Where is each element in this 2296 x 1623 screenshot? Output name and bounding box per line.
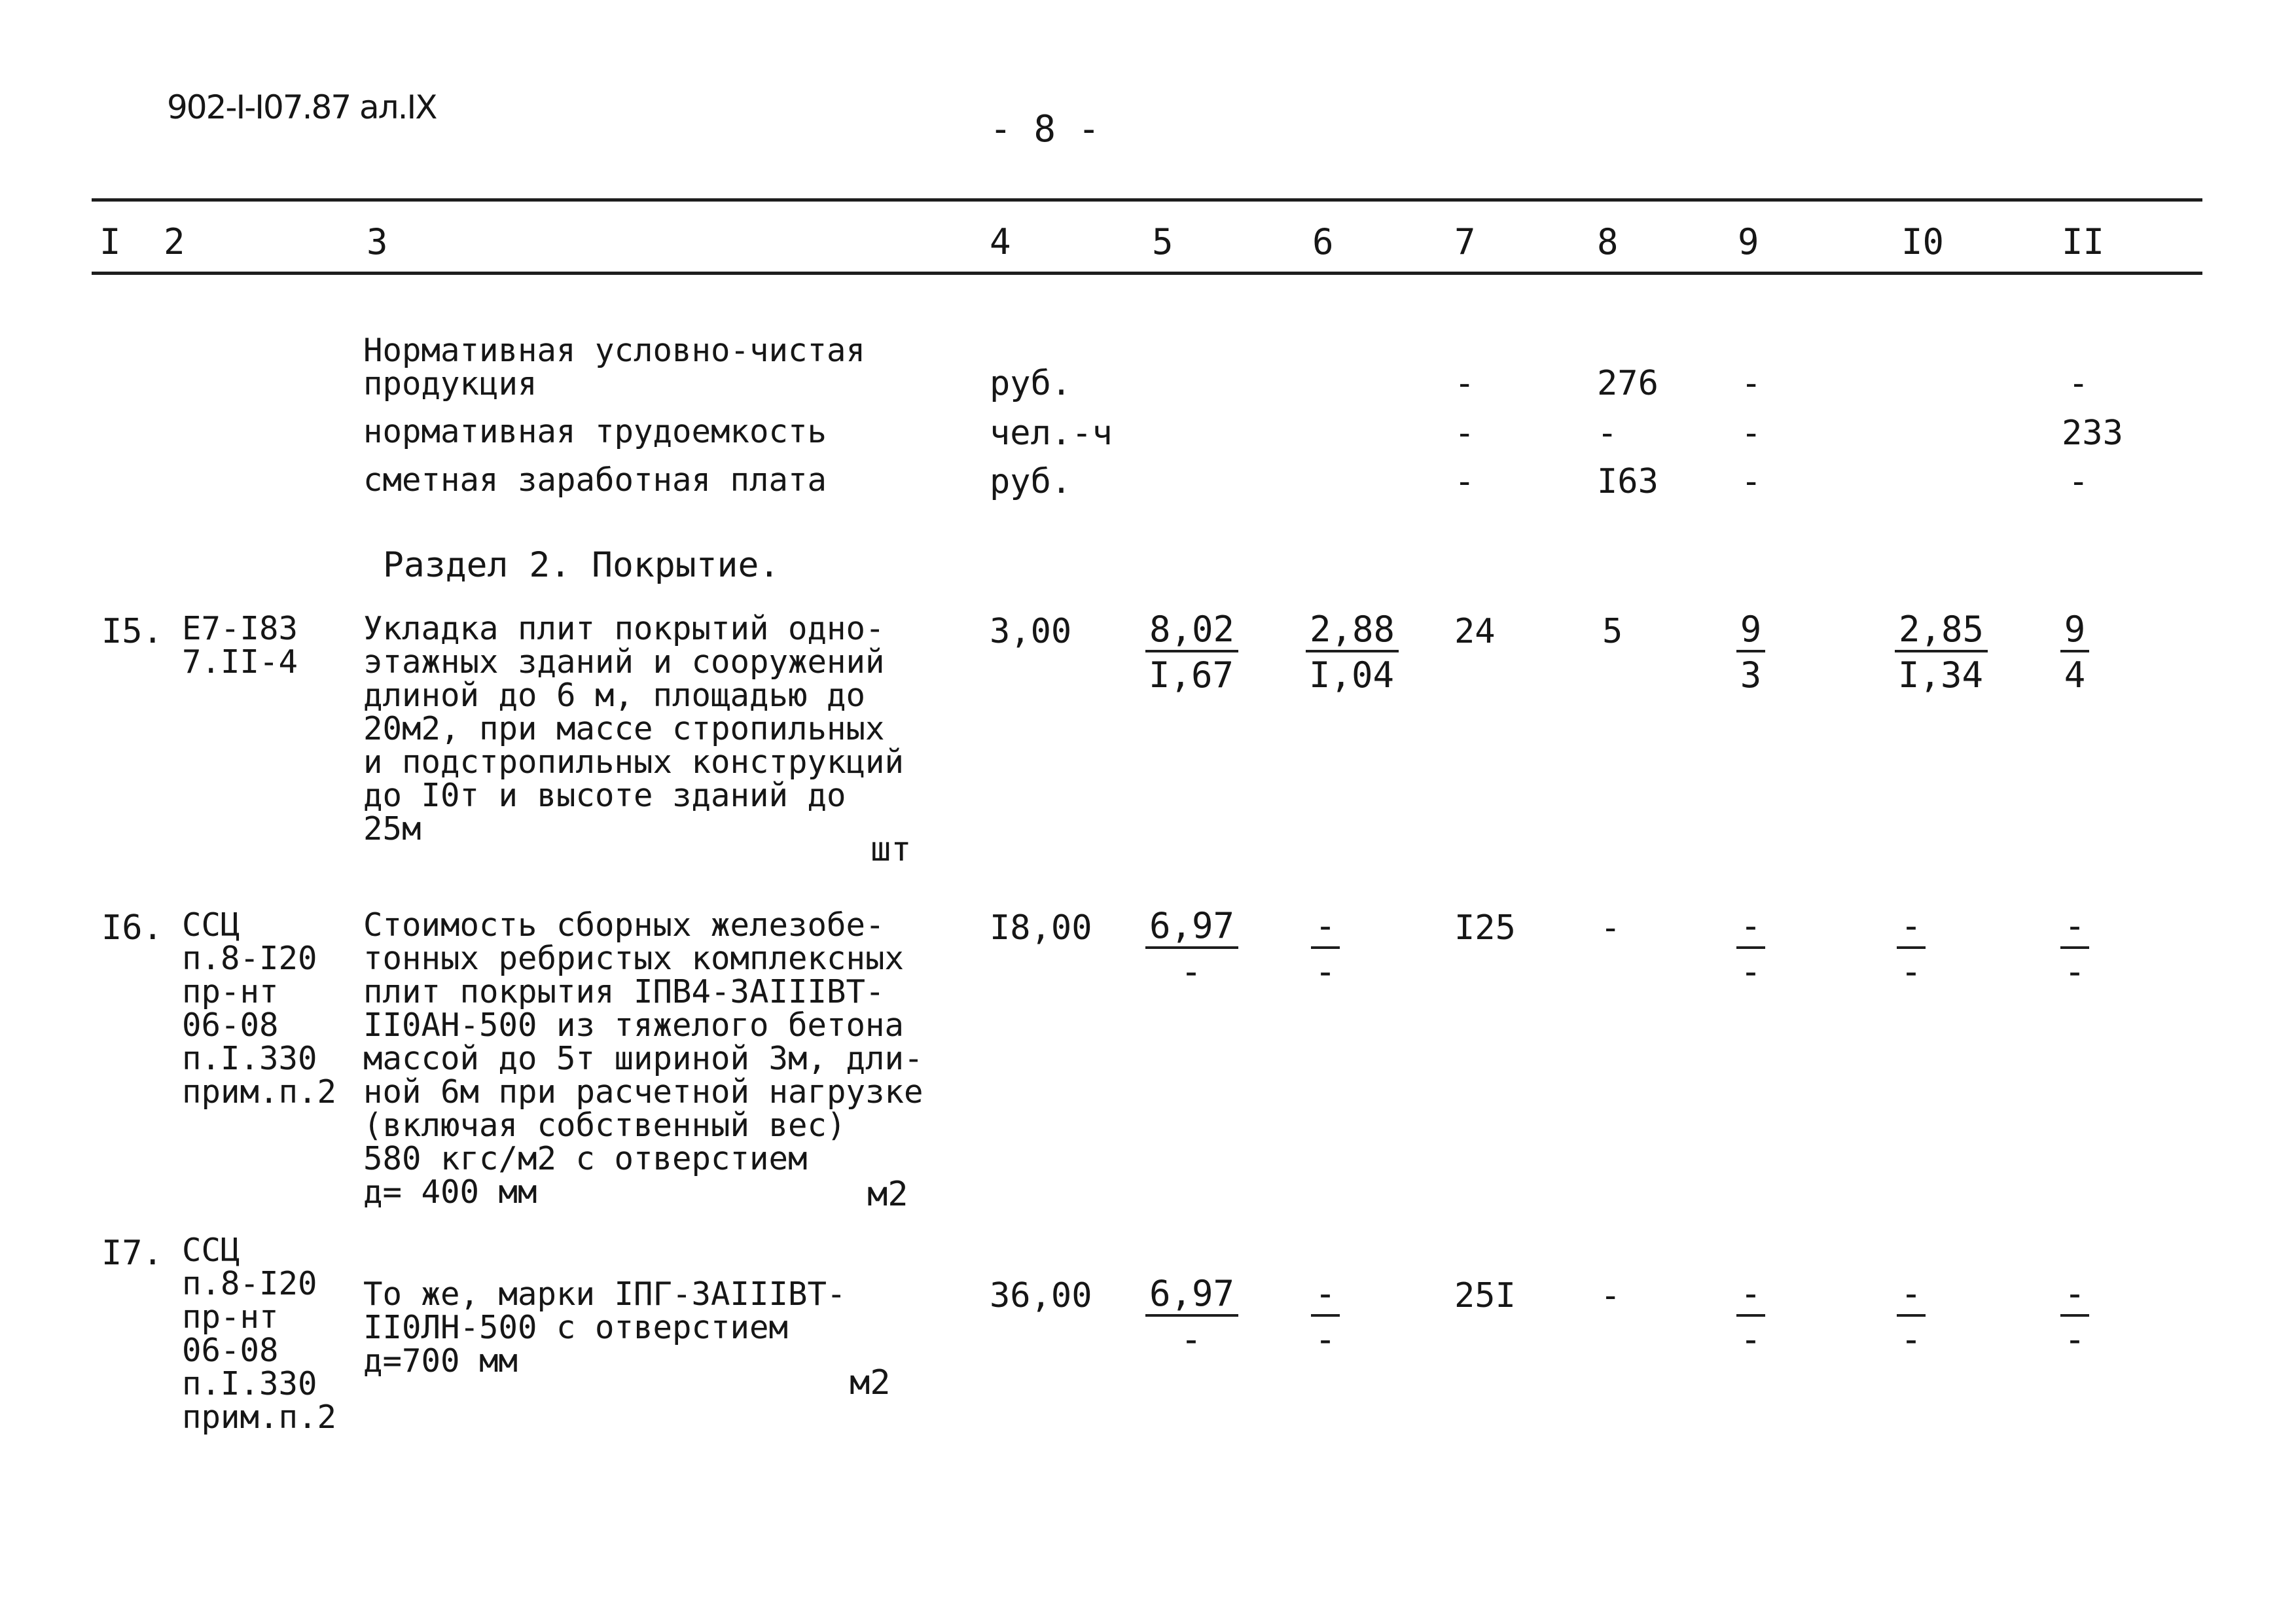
summary-row-col9: -	[1741, 364, 1762, 403]
summary-row-unit: чел.-ч	[990, 414, 1113, 453]
section-title: Раздел 2. Покрытие.	[383, 545, 780, 585]
column-header-7: 7	[1454, 221, 1476, 262]
item-col11: $\frac{9}{4}$	[2029, 609, 2121, 698]
column-header-2: 2	[164, 221, 185, 262]
item-col6: - -	[1280, 1273, 1371, 1363]
summary-row-unit: руб.	[990, 462, 1072, 501]
item-col7: 25I	[1454, 1276, 1516, 1315]
item-number: I5.	[101, 612, 163, 651]
column-header-6: 6	[1312, 221, 1334, 262]
column-header-9: 9	[1738, 221, 1759, 262]
column-header-10: I0	[1901, 221, 1945, 262]
item-col7: 24	[1454, 612, 1496, 651]
page-number: - 8 -	[990, 108, 1100, 151]
column-header-4: 4	[990, 221, 1011, 262]
item-col6: $\frac{2,88}{I,04}$	[1306, 609, 1397, 698]
item-description: Укладка плит покрытий одно- этажных зданий и сооружений длиной до 6 м, площадью до 20м2, при массе стропильных и подстропильных конструкций до I0т и высоте зданий до 25м	[363, 610, 905, 847]
item-col9: - -	[1705, 1273, 1797, 1363]
item-col8: -	[1600, 1276, 1621, 1315]
item-quantity: 36,00	[990, 1276, 1092, 1315]
item-number: I6.	[101, 908, 163, 948]
summary-row-col9: -	[1741, 462, 1762, 501]
item-col5: 6,97 -	[1145, 1273, 1237, 1363]
item-col11: - -	[2029, 1273, 2121, 1363]
summary-row-col8: -	[1597, 414, 1618, 453]
summary-row-col11: -	[2068, 364, 2089, 403]
summary-row-name: Нормативная условно-чистая продукция	[363, 332, 866, 402]
item-quantity: 3,00	[990, 612, 1072, 651]
item-code: ССЦ п.8-I20 пр-нт 06-08 п.I.330 прим.п.2	[182, 906, 337, 1111]
item-col5: $\frac{8,02}{I,67}$	[1145, 609, 1237, 698]
table-header-rule	[92, 272, 2202, 275]
item-col7: I25	[1454, 908, 1516, 948]
item-description: Стоимость сборных железобе- тонных ребристых комплексных плит покрытия IПВ4-3АIIIВТ- II0АН-500 из тяжелого бетона массой до 5т шириной 3м, дли- ной 6м при расчетной нагрузке (включая собственный вес) 580 кгс/м2 с отверстием д= 400 мм	[363, 906, 924, 1211]
summary-row-col7: -	[1454, 462, 1475, 501]
column-header-1: I	[99, 221, 121, 262]
column-header-11: II	[2062, 221, 2105, 262]
summary-row-col11: 233	[2062, 414, 2123, 453]
column-header-5: 5	[1152, 221, 1174, 262]
summary-row-col8: 276	[1597, 364, 1659, 403]
item-col5: 6,97 -	[1145, 905, 1237, 995]
item-col8: -	[1600, 908, 1621, 948]
item-unit: м2	[867, 1175, 908, 1214]
summary-row-col9: -	[1741, 414, 1762, 453]
summary-row-unit: руб.	[990, 364, 1072, 403]
item-unit: шт	[870, 830, 912, 869]
item-unit: м2	[850, 1363, 891, 1402]
item-description: То же, марки IПГ-3АIIIВТ- II0ЛН-500 с отверстием д=700 мм	[363, 1275, 846, 1380]
item-number: I7.	[101, 1234, 163, 1273]
document-code: 902-I-I07.87 ал.IX	[167, 88, 437, 126]
item-col9: - -	[1705, 905, 1797, 995]
item-col11: - -	[2029, 905, 2121, 995]
summary-row-col7: -	[1454, 414, 1475, 453]
item-code: ССЦ п.8-I20 пр-нт 06-08 п.I.330 прим.п.2	[182, 1232, 337, 1436]
item-col9: $\frac{9}{3}$	[1705, 609, 1797, 698]
item-col10: - -	[1865, 1273, 1957, 1363]
column-header-3: 3	[367, 221, 388, 262]
item-col8: 5	[1602, 612, 1623, 651]
item-code: Е7-I83 7.II-4	[182, 610, 298, 681]
summary-row-col8: I63	[1597, 462, 1659, 501]
summary-row-name: сметная заработная плата	[363, 461, 827, 499]
item-quantity: I8,00	[990, 908, 1092, 948]
table-top-rule	[92, 198, 2202, 202]
column-header-8: 8	[1597, 221, 1619, 262]
item-col10: $\frac{2,85}{I,34}$	[1895, 609, 1986, 698]
summary-row-col7: -	[1454, 364, 1475, 403]
item-col6: - -	[1280, 905, 1371, 995]
summary-row-name: нормативная трудоемкость	[363, 413, 827, 450]
item-col10: - -	[1865, 905, 1957, 995]
summary-row-col11: -	[2068, 462, 2089, 501]
